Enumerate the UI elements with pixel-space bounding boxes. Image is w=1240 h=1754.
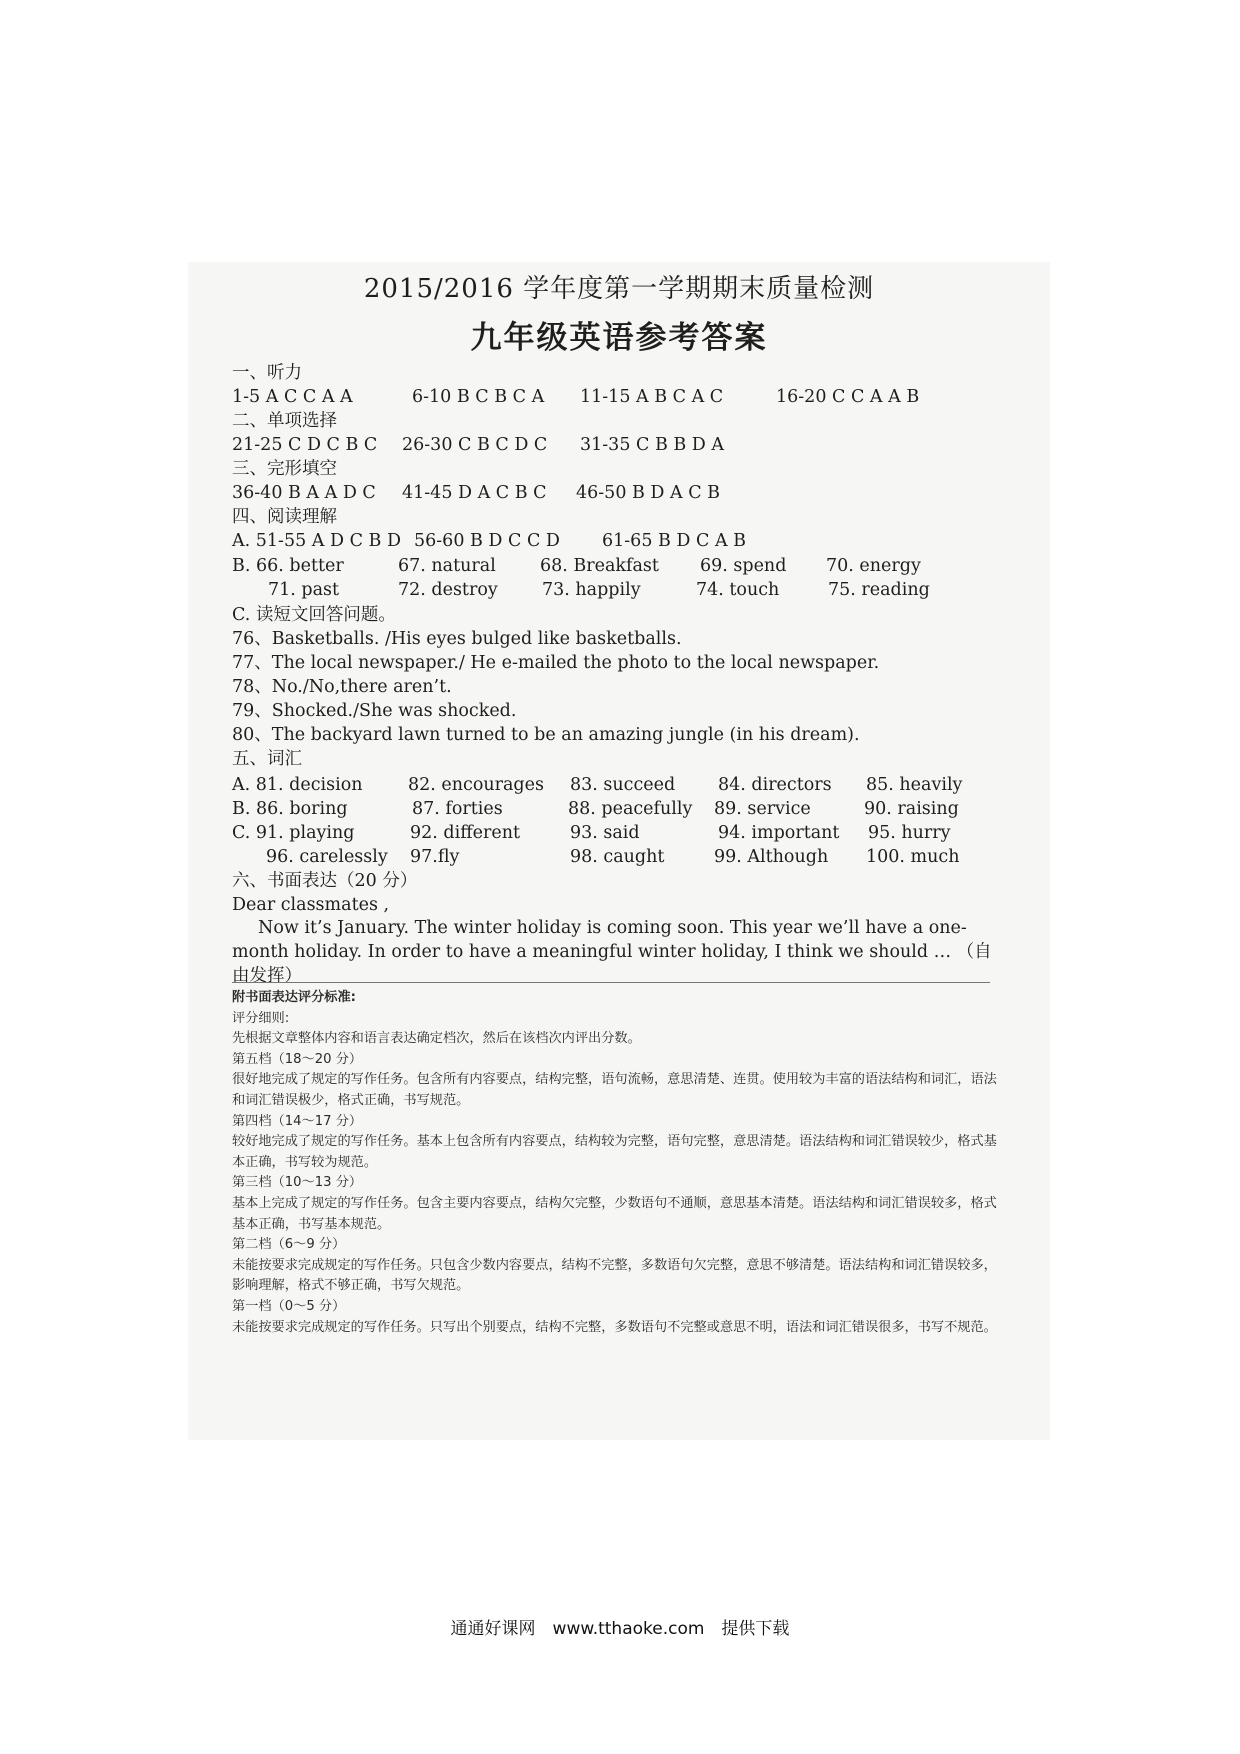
word-answer: 92. different	[410, 823, 521, 843]
word-answer: 75. reading	[828, 580, 930, 600]
reading-part-c-heading: C. 读短文回答问题。	[232, 605, 396, 625]
rubric-line: 评分细则:	[232, 1010, 290, 1026]
section-heading-single-choice: 二、单项选择	[232, 411, 337, 431]
answer-group: 16-20 C C A A B	[776, 387, 920, 407]
rubric-level: 第一档（0～5 分）	[232, 1298, 346, 1314]
answer-group: 36-40 B A A D C	[232, 483, 376, 503]
answer-group: 56-60 B D C C D	[414, 531, 560, 551]
answer-group: 6-10 B C B C A	[412, 387, 545, 407]
short-answer: 76、Basketballs. /His eyes bulged like basketballs.	[232, 629, 682, 649]
word-answer: A. 81. decision	[232, 775, 363, 795]
answer-group: A. 51-55 A D C B D	[232, 531, 401, 551]
answer-group: 41-45 D A C B C	[402, 483, 547, 503]
rubric-level: 第四档（14～17 分）	[232, 1113, 363, 1129]
scoring-rubric	[232, 988, 1000, 1338]
answer-group: 11-15 A B C A C	[580, 387, 724, 407]
word-answer: 70. energy	[826, 556, 921, 576]
short-answer: 78、No./No,there aren’t.	[232, 677, 452, 697]
section-heading-listening: 一、听力	[232, 363, 302, 383]
word-answer: 84. directors	[718, 775, 832, 795]
word-answer: 87. forties	[412, 799, 503, 819]
rubric-line: 未能按要求完成规定的写作任务。只写出个别要点，结构不完整，多数语句不完整或意思不明，语法和词汇错误很多，书写不规范。	[232, 1319, 997, 1335]
rubric-level: 第二档（6～9 分）	[232, 1237, 346, 1253]
rubric-line: 很好地完成了规定的写作任务。包含所有内容要点，结构完整，语句流畅，意思清楚、连贯。使用较为丰富的语法结构和词汇，语法和词汇错误极少，格式正确，书写规范。	[232, 1072, 997, 1108]
rubric-level: 第五档（18～20 分）	[232, 1051, 363, 1067]
section-heading-writing: 六、书面表达（20 分）	[232, 871, 418, 891]
section-heading-cloze: 三、完形填空	[232, 459, 337, 479]
word-answer: 68. Breakfast	[540, 556, 659, 576]
word-answer: C. 91. playing	[232, 823, 355, 843]
word-answer: 94. important	[718, 823, 840, 843]
answer-group: 61-65 B D C A B	[602, 531, 747, 551]
word-answer: 83. succeed	[570, 775, 676, 795]
rubric-heading: 附书面表达评分标准:	[232, 990, 356, 1005]
word-answer: 97.fly	[410, 847, 460, 867]
word-answer: 69. spend	[700, 556, 787, 576]
word-answer: 100. much	[866, 847, 960, 867]
answer-group: 21-25 C D C B C	[232, 435, 378, 455]
answer-group: 26-30 C B C D C	[402, 435, 548, 455]
word-answer: 71. past	[268, 580, 340, 600]
answer-group: 46-50 B D A C B	[576, 483, 721, 503]
word-answer: 98. caught	[570, 847, 665, 867]
word-answer: 99. Although	[714, 847, 829, 867]
rubric-line: 未能按要求完成规定的写作任务。只包含少数内容要点，结构不完整，多数语句欠完整，意思不够清楚。语法结构和词汇错误较多，影响理解，格式不够正确，书写欠规范。	[232, 1257, 997, 1294]
word-answer: 88. peacefully	[568, 799, 693, 819]
word-answer: 96. carelessly	[266, 847, 388, 867]
word-answer: 72. destroy	[398, 580, 498, 600]
page-footer: 通通好课网 www.tthaoke.com 提供下载	[450, 1619, 790, 1639]
answer-group: 1-5 A C C A A	[232, 387, 353, 407]
word-answer: 82. encourages	[408, 775, 544, 795]
answer-group: 31-35 C B B D A	[580, 435, 725, 455]
exam-title: 2015/2016 学年度第一学期期末质量检测	[363, 274, 875, 304]
word-answer: 85. heavily	[866, 775, 963, 795]
short-answer: 79、Shocked./She was shocked.	[232, 701, 517, 721]
word-answer: 95. hurry	[868, 823, 951, 843]
section-heading-vocab: 五、词汇	[232, 749, 302, 769]
rubric-level: 第三档（10～13 分）	[232, 1175, 363, 1191]
word-answer: 90. raising	[864, 799, 959, 819]
rubric-line: 先根据文章整体内容和语言表达确定档次，然后在该档次内评出分数。	[232, 1031, 641, 1047]
writing-prompt: Now it’s January. The winter holiday is coming soon. This year we’ll have a one-month holiday. In order to have a meaningful winter holiday, I think we should … （自由发挥）	[232, 918, 992, 986]
divider	[232, 982, 990, 983]
word-answer: B. 66. better	[232, 556, 344, 576]
writing-greeting: Dear classmates ,	[232, 895, 390, 915]
short-answer: 80、The backyard lawn turned to be an amazing jungle (in his dream).	[232, 725, 860, 745]
rubric-line: 较好地完成了规定的写作任务。基本上包含所有内容要点，结构较为完整，语句完整，意思清楚。语法结构和词汇错误较少，格式基本正确，书写较为规范。	[232, 1134, 997, 1170]
word-answer: 67. natural	[398, 556, 496, 576]
answer-key-title: 九年级英语参考答案	[470, 320, 768, 356]
word-answer: 74. touch	[696, 580, 780, 600]
section-heading-reading: 四、阅读理解	[232, 507, 337, 527]
word-answer: 93. said	[570, 823, 640, 843]
rubric-line: 基本上完成了规定的写作任务。包含主要内容要点，结构欠完整，少数语句不通顺，意思基本清楚。语法结构和词汇错误较多，格式基本正确，书写基本规范。	[232, 1195, 997, 1232]
word-answer: 89. service	[714, 799, 811, 819]
short-answer: 77、The local newspaper./ He e-mailed the photo to the local newspaper.	[232, 653, 880, 673]
word-answer: 73. happily	[542, 580, 641, 600]
word-answer: B. 86. boring	[232, 799, 348, 819]
